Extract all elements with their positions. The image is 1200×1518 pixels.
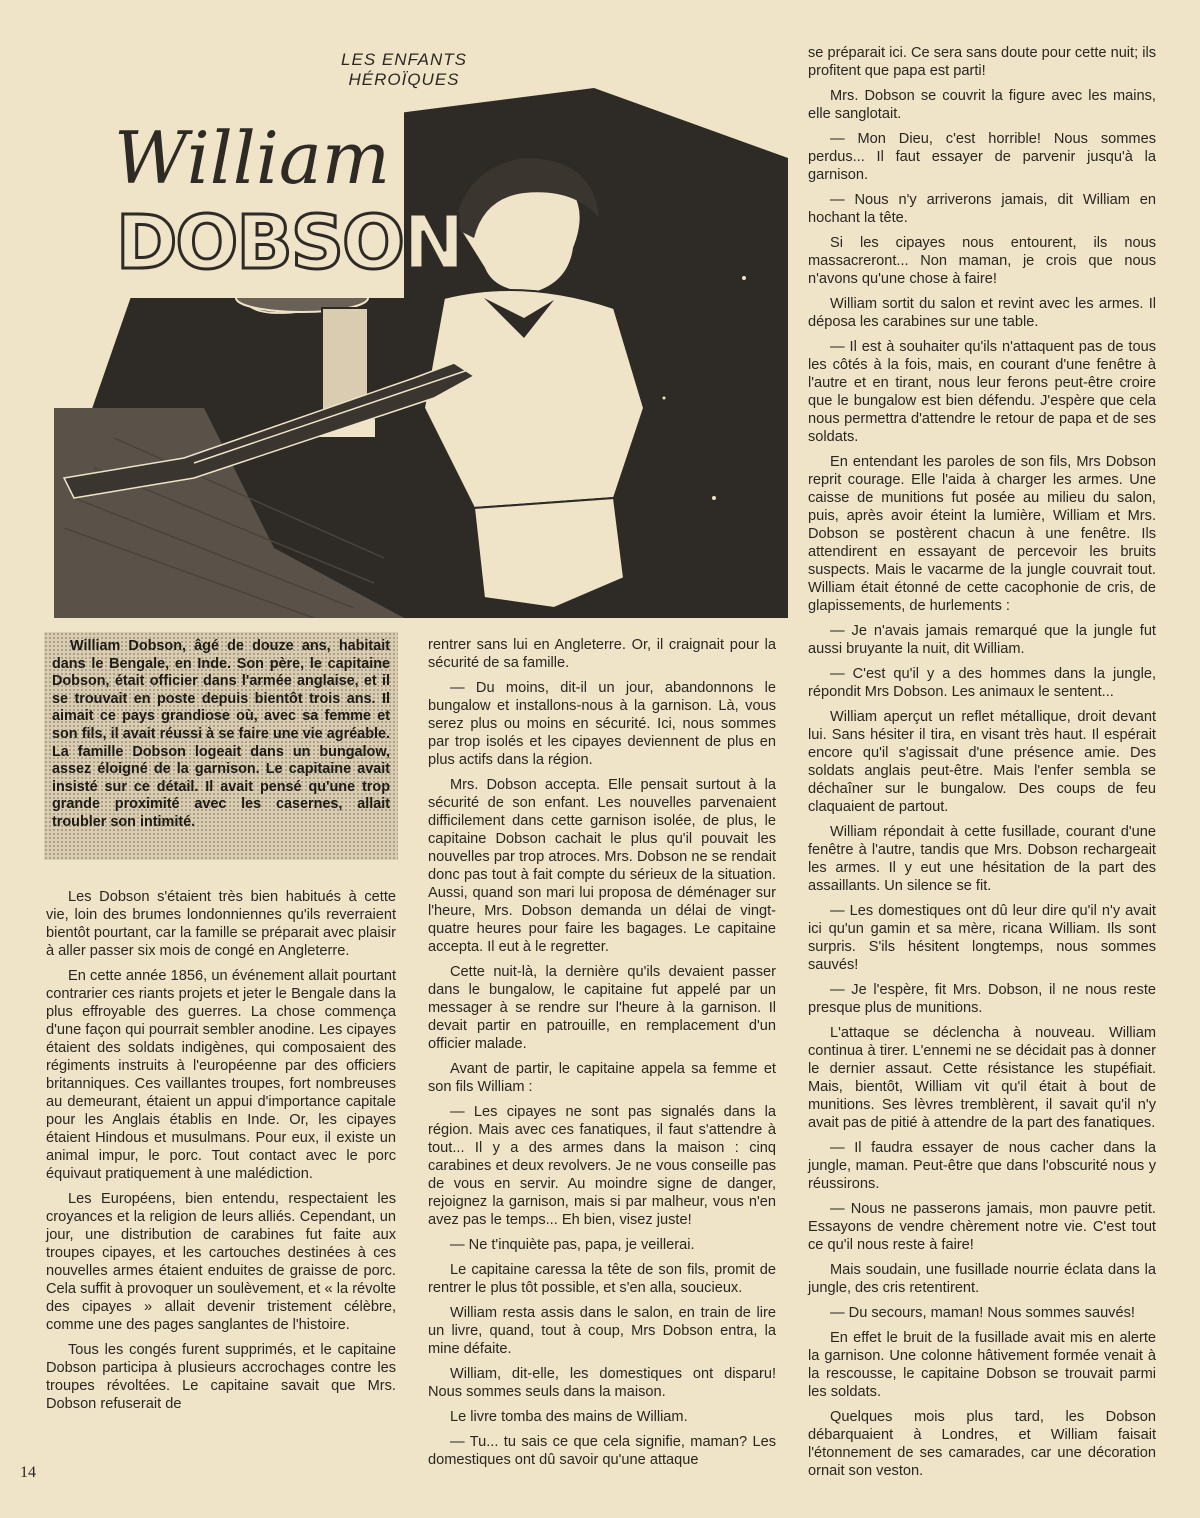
paragraph: Le capitaine caressa la tête de son fils, promit de rentrer le plus tôt possible, et s'en alla, soucieux. — [428, 1262, 776, 1296]
paragraph: Le livre tomba des mains de William. — [450, 1409, 688, 1425]
paragraph: — Nous ne passerons jamais, mon pauvre petit. Essayons de vendre chèrement notre vie. C'est tout ce qu'il nous reste à faire! — [808, 1201, 1156, 1253]
paragraph: Mais soudain, une fusillade nourrie éclata dans la jungle, des cris retentirent. — [808, 1262, 1156, 1296]
paragraph: En effet le bruit de la fusillade avait mis en alerte la garnison. Une colonne hâtivement formée venait à la rescousse, le capitaine Dobson se trouvait parmi les soldats. — [808, 1330, 1156, 1400]
paragraph: — Ne t'inquiète pas, papa, je veillerai. — [450, 1237, 695, 1253]
paragraph: — Tu... tu sais ce que cela signifie, maman? Les domestiques ont dû savoir qu'une attaque — [428, 1434, 776, 1468]
paragraph: William aperçut un reflet métallique, droit devant lui. Sans hésiter il tira, en visant très haut. Il espérait encore qu'il s'agissait d'une présence amie. Des soldats anglais peut-être. Mais l'enfer sembla se déchaîner sur le bungalow. Des coups de feu claquaient de partout. — [808, 709, 1156, 815]
intro-text: William Dobson, âgé de douze ans, habitait dans le Bengale, en Inde. Son père, le capitaine Dobson, était officier dans l'armée anglaise, et il se trouvait en poste depuis bientôt trois ans. Il aimait ce pays grandiose où, avec sa femme et son fils, il avait réussi à se faire une vie agréable. La famille Dobson logeait dans un bungalow, assez éloigné de la garnison. Le capitaine avait insisté sur ce détail. Il avait pensé qu'une trop grande proximité avec les casernes, allait troubler son intimité. — [52, 638, 390, 830]
paragraph: Tous les congés furent supprimés, et le capitaine Dobson participa à plusieurs accrochages contre les troupes révoltées. Le capitaine savait que Mrs. Dobson refuserait de — [46, 1342, 396, 1412]
paragraph: — Du moins, dit-il un jour, abandonnons le bungalow et installons-nous à la garnison. Là, vous serez plus ou moins en sécurité. Ici, nous sommes par trop isolés et les cipayes deviennent de plus en plus actifs dans la région. — [428, 680, 776, 768]
paragraph: — Il est à souhaiter qu'ils n'attaquent pas de tous les côtés à la fois, mais, en courant d'une fenêtre à l'autre et en tirant, nous leur ferons peut-être croire que le bungalow est bien défendu. J'espère que cela nous permettra d'attendre le retour de papa et de ses soldats. — [808, 339, 1156, 445]
paragraph: Si les cipayes nous entourent, ils nous massacreront... Non maman, je crois que nous n'avons qu'une chose à faire! — [808, 235, 1156, 287]
paragraph: En entendant les paroles de son fils, Mrs Dobson reprit courage. Elle l'aida à charger les armes. Une caisse de munitions fut posée au milieu du salon, puis, après avoir éteint la lumière, William et Mrs. Dobson se postèrent chacun à une fenêtre. Ils attendirent en essayant de percevoir les bruits suspects. Mais le vacarme de la jungle couvrait tout. William était étonné de cette cacophonie de cris, de glapissements, de hurlements : — [808, 454, 1156, 614]
paragraph: — Nous n'y arriverons jamais, dit William en hochant la tête. — [808, 192, 1156, 226]
paragraph: Les Dobson s'étaient très bien habitués à cette vie, loin des brumes londonniennes qu'ils reverraient bientôt pourtant, car la famille se préparait avec plaisir à aller passer six mois de congé en Angleterre. — [46, 889, 396, 959]
paragraph: Avant de partir, le capitaine appela sa femme et son fils William : — [428, 1061, 776, 1095]
paragraph: Mrs. Dobson se couvrit la figure avec les mains, elle sanglotait. — [808, 88, 1156, 122]
paragraph: William répondait à cette fusillade, courant d'une fenêtre à l'autre, tandis que Mrs. Dobson rechargeait les armes. Il y eut une hésitation de la part des assaillants. Un silence se fit. — [808, 824, 1156, 894]
paragraph: William, dit-elle, les domestiques ont disparu! Nous sommes seuls dans la maison. — [428, 1366, 776, 1400]
paragraph: William sortit du salon et revint avec les armes. Il déposa les carabines sur une table. — [808, 296, 1156, 330]
paragraph: Quelques mois plus tard, les Dobson débarquaient à Londres, et William faisait l'étonnement de ses camarades, car une décoration ornait son veston. — [808, 1409, 1156, 1479]
column-3 — [808, 44, 1156, 1487]
paragraph: Mrs. Dobson accepta. Elle pensait surtout à la sécurité de son enfant. Les nouvelles parvenaient difficilement dans cette garnison isolée, de plus, le capitaine Dobson cachait le plus qu'il pouvait les nouvelles par trop atroces. Mrs. Dobson ne se rendait donc pas tout à fait compte du sérieux de la situation. Aussi, quand son mari lui proposa de déménager sur l'heure, Mrs. Dobson demanda un délai de vingt-quatre heures pour faire les bagages. Le capitaine accepta. Il eut à le regretter. — [428, 777, 776, 955]
paragraph: L'attaque se déclencha à nouveau. William continua à tirer. L'ennemi ne se décidait pas à donner le dernier assaut. Cette résistance les stupéfiait. Mais, bientôt, William vit qu'il était à bout de munitions. Ses lèvres tremblèrent, il savait qu'il n'y avait pas de pitié à attendre de la part des fanatiques. — [808, 1025, 1156, 1131]
paragraph: En cette année 1856, un événement allait pourtant contrarier ces riants projets et jeter le Bengale dans la plus effroyable des guerres. La chose commença d'une façon qui pourrait sembler anodine. Les cipayes étaient des soldats indigènes, qui composaient des régiments instruits à l'européenne par des officiers britanniques. Ces vaillantes troupes, fort nombreuses au demeurant, étaient un appui d'importance capitale pour les Anglais établis en Inde. Or, les cipayes étaient Hindous et musulmans. Pour eux, il existe un animal impur, le porc. Tout contact avec le porc équivaut pratiquement à une malédiction. — [46, 968, 396, 1182]
paragraph: — Les cipayes ne sont pas signalés dans la région. Mais avec ces fanatiques, il faut s'attendre à tout... Il y a des armes dans la maison : cinq carabines et deux revolvers. Je ne vous conseille pas de vous en servir. Au moindre signe de danger, rejoignez la garnison, mais si par malheur, vous n'en avez pas le temps... Eh bien, visez juste! — [428, 1104, 776, 1228]
title-block: DOBSON — [116, 200, 463, 286]
title-illustration — [54, 78, 788, 618]
paragraph: William resta assis dans le salon, en train de lire un livre, quand, tout à coup, Mrs Dobson entra, la mine défaite. — [428, 1305, 776, 1357]
paragraph: se préparait ici. Ce sera sans doute pour cette nuit; ils profitent que papa est parti! — [808, 45, 1156, 79]
paragraph: — Les domestiques ont dû leur dire qu'il n'y avait ici qu'un gamin et sa mère, ricana William. Ils sont surpris. S'ils hésitent longtemps, nous sommes sauvés! — [808, 903, 1156, 973]
title-script: William — [114, 116, 391, 200]
paragraph: rentrer sans lui en Angleterre. Or, il craignait pour la sécurité de sa famille. — [428, 637, 776, 671]
column-1 — [46, 888, 396, 1420]
column-2 — [428, 636, 776, 1476]
paragraph: — Il faudra essayer de nous cacher dans la jungle, maman. Peut-être que dans l'obscurité nous y réussirons. — [808, 1140, 1156, 1192]
page-number: 14 — [20, 1464, 36, 1481]
paragraph: — Je n'avais jamais remarqué que la jungle fut aussi bruyante la nuit, dit William. — [808, 623, 1156, 657]
paragraph: Les Européens, bien entendu, respectaient les croyances et la religion de leurs alliés. Cependant, un jour, une distribution de carabines fut faite aux troupes cipayes, et les cartouches destinées à ces nouvelles armes étaient enduites de graisse de porc. Cela suffit à provoquer un soulèvement, et « la révolte des cipayes » allait devenir tristement célèbre, comme une des pages sanglantes de l'histoire. — [46, 1191, 396, 1333]
paragraph: — Je l'espère, fit Mrs. Dobson, il ne nous reste presque plus de munitions. — [808, 982, 1156, 1016]
section-rubric: LES ENFANTS HÉROÏQUES — [341, 50, 467, 89]
paragraph: — Du secours, maman! Nous sommes sauvés! — [830, 1305, 1135, 1321]
paragraph: — Mon Dieu, c'est horrible! Nous sommes perdus... Il faut essayer de parvenir jusqu'à la garnison. — [808, 131, 1156, 183]
paragraph: — C'est qu'il y a des hommes dans la jungle, répondit Mrs Dobson. Les animaux le sentent... — [808, 666, 1156, 700]
paragraph: Cette nuit-là, la dernière qu'ils devaient passer dans le bungalow, le capitaine fut appelé par un messager à se rendre sur l'heure à la garnison. Il devait partir en patrouille, en remplacement d'un officier malade. — [428, 964, 776, 1052]
intro-box — [44, 632, 398, 860]
